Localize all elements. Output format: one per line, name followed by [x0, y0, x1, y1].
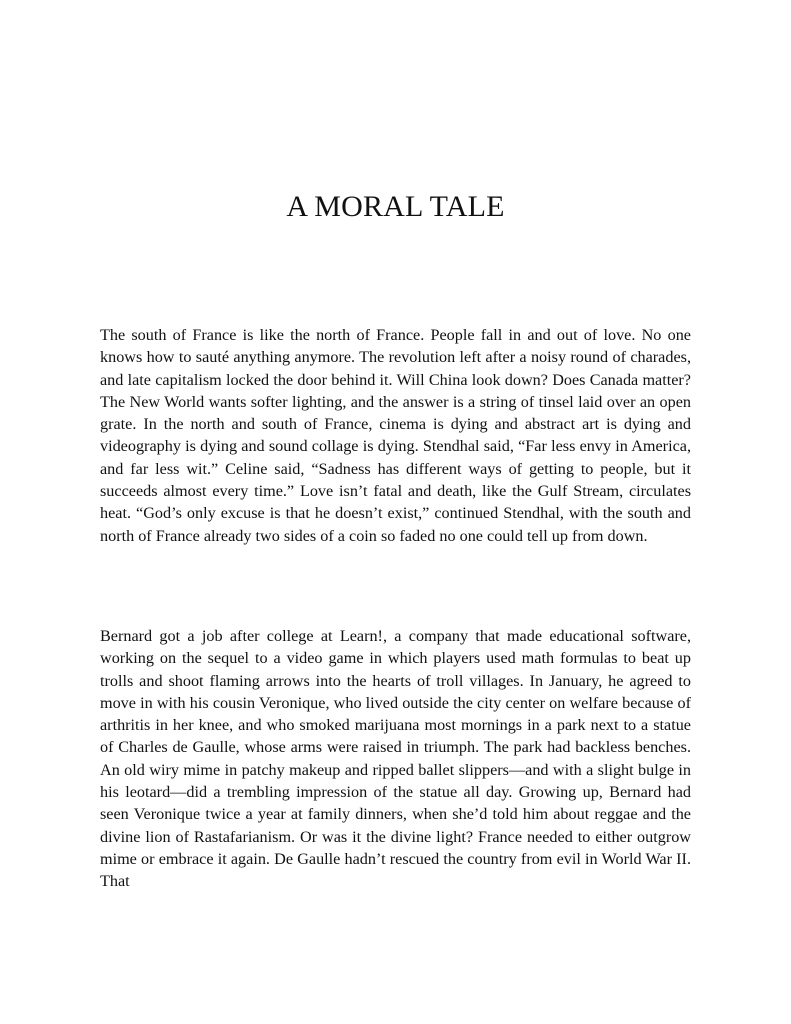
- paragraph-2: Bernard got a job after college at Learn!, a company that made educational software, working on the sequel to a video game in which players used math formulas to beat up trolls and shoot flaming arrows into the hearts of troll villages. In January, he agreed to move in with his cousin Veronique, who lived outside the city center on welfare because of arthritis in her knee, and who smoked marijuana most mornings in a park next to a statue of Charles de Gaulle, whose arms were raised in triumph. The park had backless benches. An old wiry mime in patchy makeup and ripped ballet slippers—and with a slight bulge in his leotard—did a trembling impression of the statue all day. Growing up, Bernard had seen Veronique twice a year at family dinners, when she’d told him about reggae and the divine lion of Rastafarianism. Or was it the divine light? France needed to either outgrow mime or embrace it again. De Gaulle hadn’t rescued the country from evil in World War II. That: [100, 627, 691, 891]
- paragraph-1: The south of France is like the north of France. People fall in and out of love. No one knows how to sauté anything anymore. The revolution left after a noisy round of charades, and late capitalism locked the door behind it. Will China look down? Does Canada matter? The New World wants softer lighting, and the answer is a string of tinsel laid over an open grate. In the north and south of France, cinema is dying and abstract art is dying and videography is dying and sound collage is dying. Stendhal said, “Far less envy in America, and far less wit.” Celine said, “Sadness has different ways of getting to people, but it succeeds almost every time.” Love isn’t fatal and death, like the Gulf Stream, circulates heat. “God’s only excuse is that he doesn’t exist,” continued Stendhal, with the south and north of France already two sides of a coin so faded no one could tell up from down.: [100, 326, 691, 545]
- chapter-title: A MORAL TALE: [286, 190, 505, 223]
